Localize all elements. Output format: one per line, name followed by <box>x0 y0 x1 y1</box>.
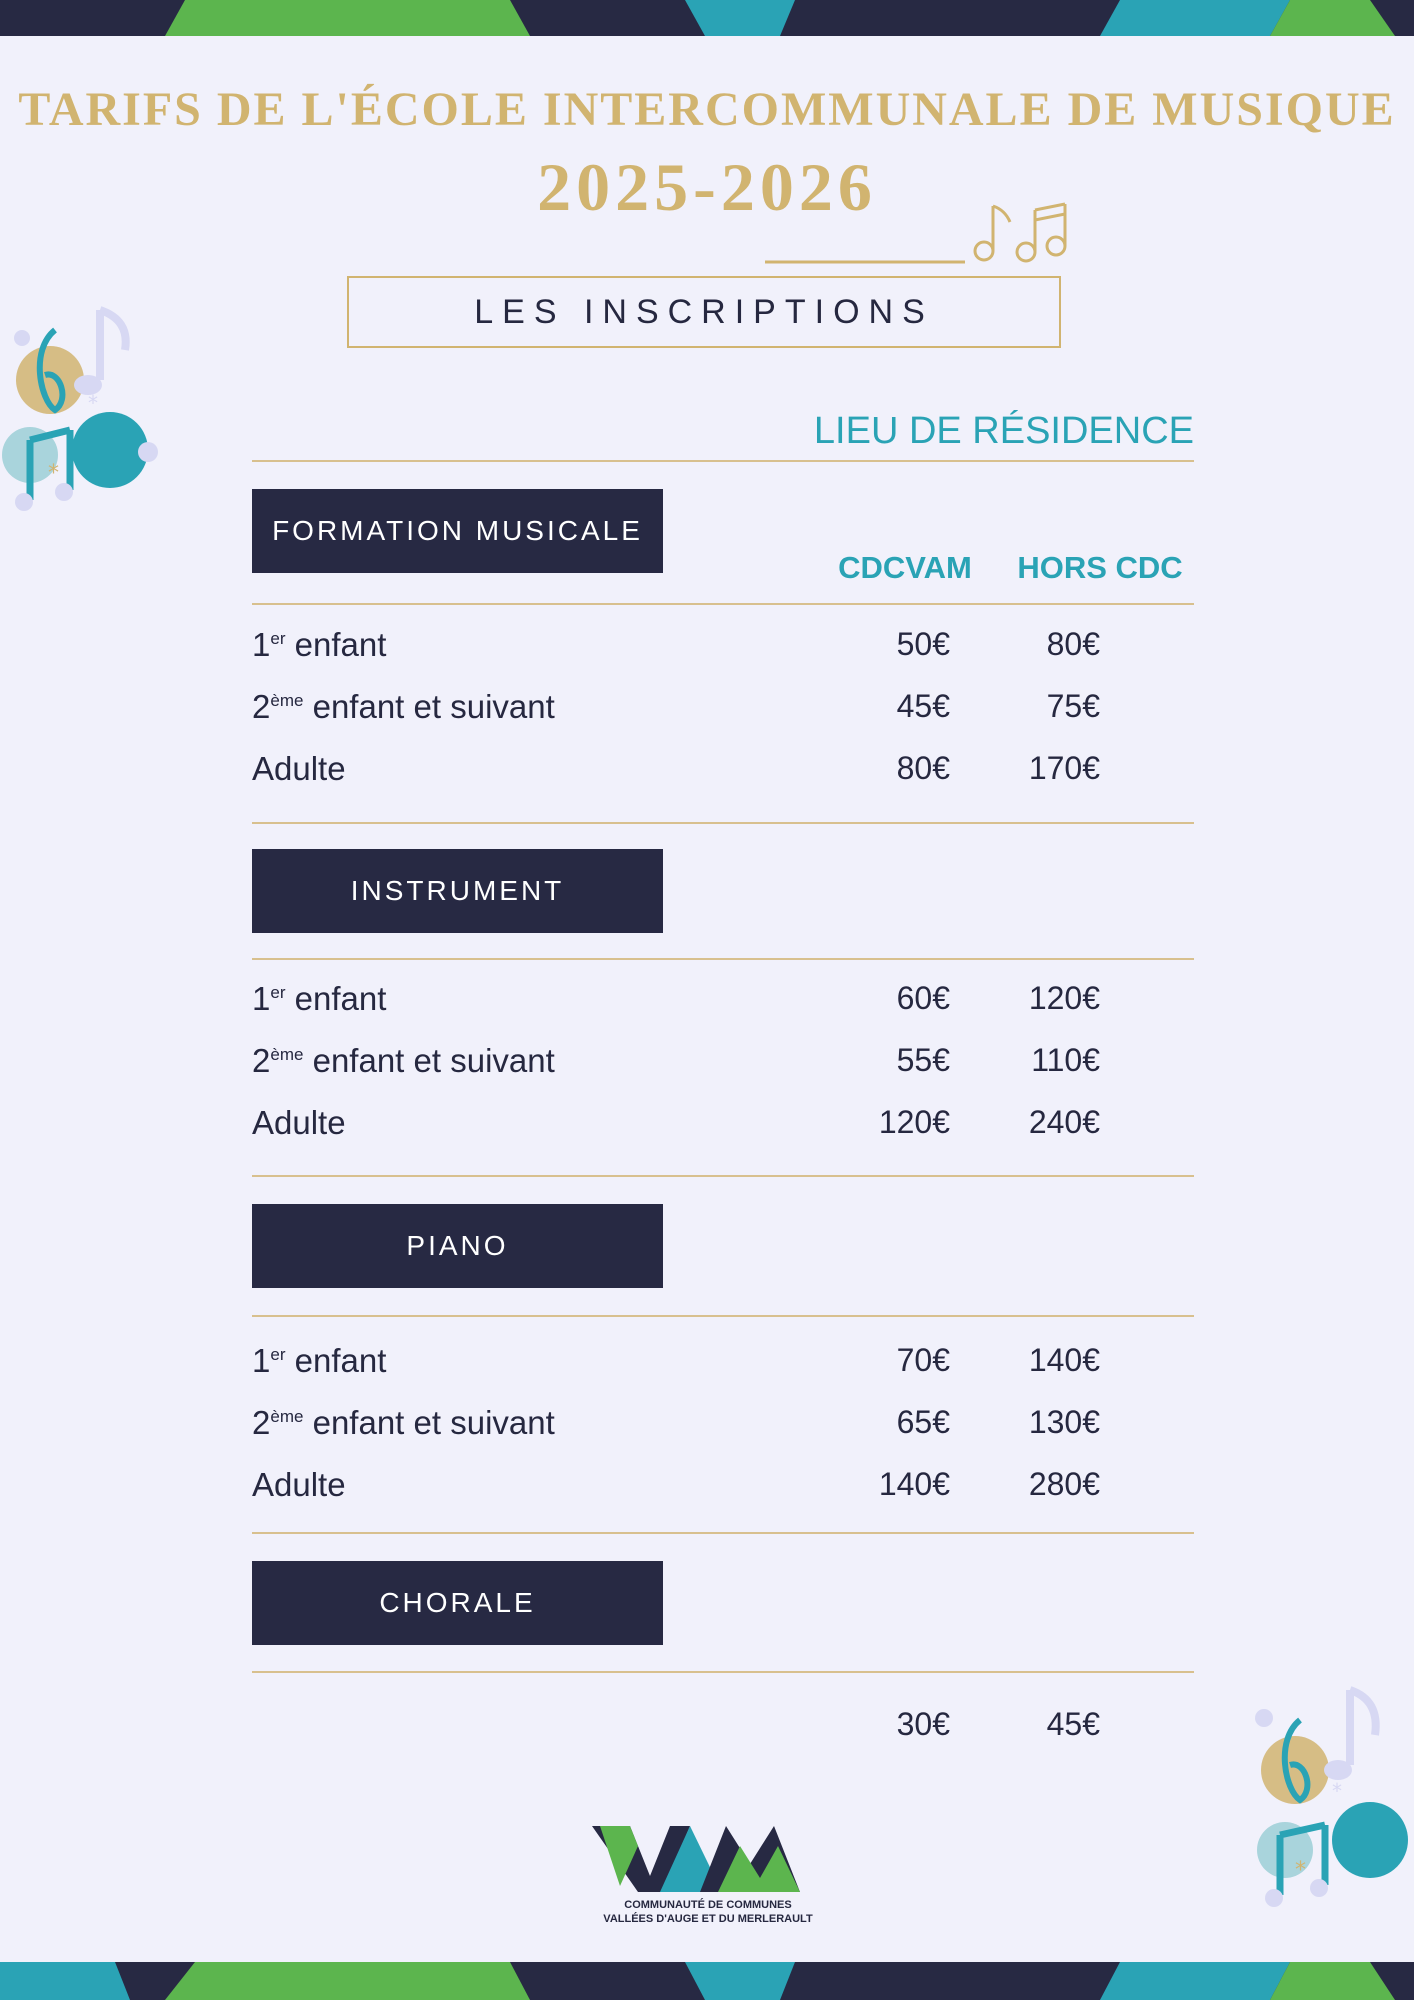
price-cdcvam: 70€ <box>896 1342 950 1378</box>
divider <box>252 603 1194 605</box>
divider <box>252 1532 1194 1534</box>
price-hors-cdc: 110€ <box>1031 1042 1100 1078</box>
divider <box>252 460 1194 462</box>
price-cdcvam: 120€ <box>878 1104 950 1140</box>
row-label: 2ème enfant et suivant <box>252 688 555 725</box>
divider <box>252 1315 1194 1317</box>
price-hors-cdc: 45€ <box>1046 1706 1100 1742</box>
svg-text:*: * <box>88 391 98 415</box>
vam-logo <box>590 1824 826 1894</box>
divider <box>252 822 1194 824</box>
svg-text:*: * <box>1332 1779 1342 1803</box>
row-label: Adulte <box>252 1104 346 1141</box>
inscriptions-heading: LES INSCRIPTIONS <box>347 276 1061 348</box>
divider <box>252 958 1194 960</box>
row-label: 1er enfant <box>252 1342 387 1379</box>
section-instrument: INSTRUMENT <box>252 849 663 933</box>
price-cdcvam: 140€ <box>878 1466 950 1502</box>
music-notes-icon <box>760 196 1070 266</box>
bottom-decorative-band <box>0 1962 1414 2000</box>
price-hors-cdc: 170€ <box>1028 750 1100 786</box>
section-chorale: CHORALE <box>252 1561 663 1645</box>
logo-caption-line1: COMMUNAUTÉ DE COMMUNES <box>624 1899 792 1911</box>
section-piano: PIANO <box>252 1204 663 1288</box>
svg-text:*: * <box>48 461 59 486</box>
section-formation-musicale: FORMATION MUSICALE <box>252 489 663 573</box>
row-label: Adulte <box>252 1466 346 1503</box>
price-hors-cdc: 280€ <box>1028 1466 1100 1502</box>
column-header-cdcvam: CDCVAM <box>838 550 972 585</box>
price-cdcvam: 65€ <box>896 1404 950 1440</box>
logo-caption-line2: VALLÉES D'AUGE ET DU MERLERAULT <box>603 1913 813 1925</box>
price-cdcvam: 45€ <box>896 688 950 724</box>
row-label: Adulte <box>252 750 346 787</box>
row-label: 1er enfant <box>252 980 387 1017</box>
price-cdcvam: 30€ <box>896 1706 950 1742</box>
row-label: 2ème enfant et suivant <box>252 1042 555 1079</box>
top-decorative-band <box>0 0 1414 36</box>
price-hors-cdc: 75€ <box>1046 688 1100 724</box>
price-hors-cdc: 140€ <box>1028 1342 1100 1378</box>
price-hors-cdc: 130€ <box>1028 1404 1100 1440</box>
music-decoration-left-icon <box>0 290 165 520</box>
school-year: 2025-2026 <box>537 149 877 225</box>
column-header-hors-cdc: HORS CDC <box>1017 550 1183 585</box>
price-hors-cdc: 80€ <box>1046 626 1100 662</box>
page-title: TARIFS DE L'ÉCOLE INTERCOMMUNALE DE MUSIQUE <box>18 83 1396 136</box>
price-hors-cdc: 240€ <box>1028 1104 1100 1140</box>
svg-text:*: * <box>1295 1858 1306 1883</box>
price-cdcvam: 60€ <box>896 980 950 1016</box>
price-cdcvam: 80€ <box>896 750 950 786</box>
row-label: 2ème enfant et suivant <box>252 1404 555 1441</box>
divider <box>252 1175 1194 1177</box>
price-cdcvam: 55€ <box>896 1042 950 1078</box>
divider <box>252 1671 1194 1673</box>
residence-label: LIEU DE RÉSIDENCE <box>813 410 1194 452</box>
price-hors-cdc: 120€ <box>1028 980 1100 1016</box>
row-label: 1er enfant <box>252 626 387 663</box>
price-cdcvam: 50€ <box>896 626 950 662</box>
music-decoration-right-icon <box>1240 1670 1414 1915</box>
